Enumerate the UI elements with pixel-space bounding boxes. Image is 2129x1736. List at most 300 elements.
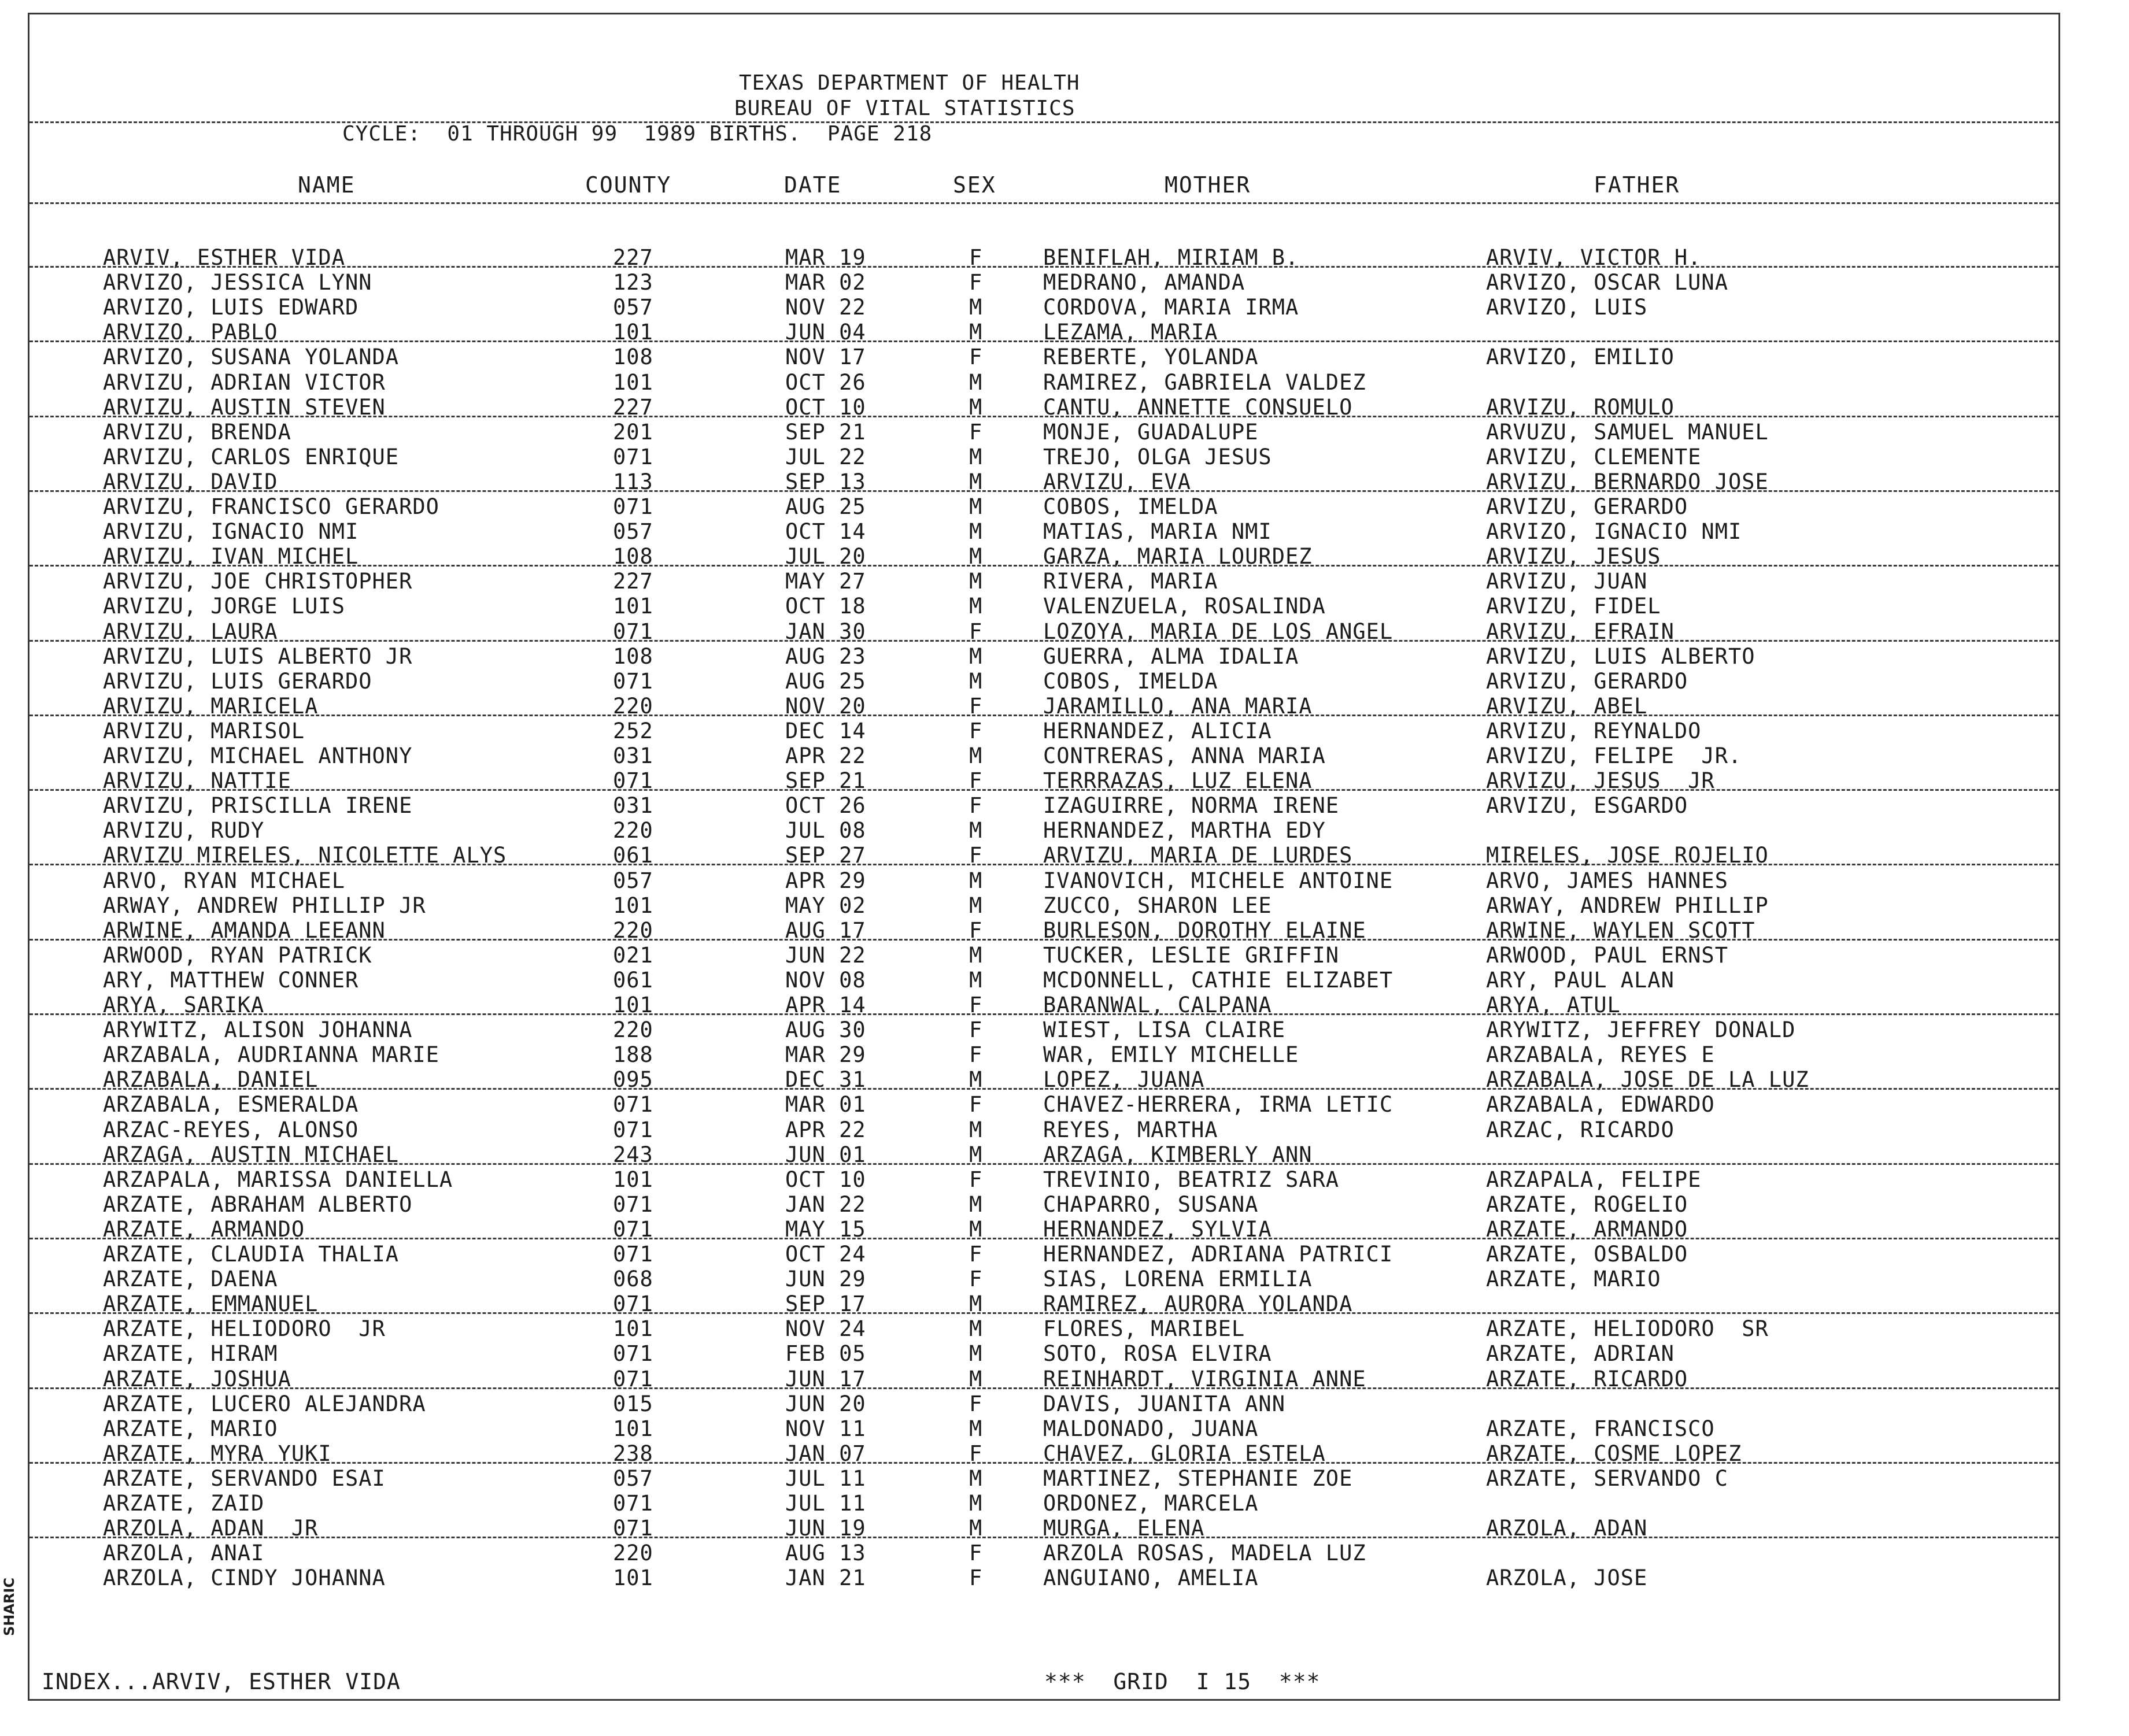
record-father: ARVIZU, JESUS JR	[1486, 768, 1715, 793]
col-date-header: DATE	[784, 172, 842, 198]
record-sex: M	[969, 469, 983, 494]
header-rule	[29, 121, 2058, 123]
record-county: 101	[613, 1316, 653, 1341]
record-name: ARZATE, ARMANDO	[103, 1217, 305, 1242]
record-county: 101	[613, 1565, 653, 1590]
record-mother: DAVIS, JUANITA ANN	[1043, 1391, 1285, 1416]
side-label: SHARIC	[1, 1578, 17, 1636]
record-sex: F	[969, 843, 983, 868]
record-date: AUG 23	[785, 644, 866, 669]
record-date: APR 29	[785, 868, 866, 893]
record-mother: MARTINEZ, STEPHANIE ZOE	[1043, 1466, 1353, 1491]
record-date: SEP 17	[785, 1291, 866, 1316]
record-date: APR 22	[785, 1117, 866, 1142]
index-footer: INDEX...ARVIV, ESTHER VIDA	[42, 1669, 401, 1694]
row-separator	[29, 640, 2058, 642]
record-county: 021	[613, 943, 653, 968]
record-sex: M	[969, 370, 983, 395]
record-sex: F	[969, 993, 983, 1017]
agency-title: TEXAS DEPARTMENT OF HEALTH	[739, 71, 1080, 95]
record-father: ARVIZU, EFRAIN	[1486, 619, 1675, 644]
record-county: 015	[613, 1391, 653, 1416]
record-father: ARZATE, MARIO	[1486, 1267, 1661, 1291]
record-mother: COBOS, IMELDA	[1043, 669, 1218, 694]
record-county: 220	[613, 1541, 653, 1565]
record-date: JUN 04	[785, 320, 866, 345]
record-date: OCT 24	[785, 1242, 866, 1267]
record-sex: F	[969, 793, 983, 818]
record-date: JUL 22	[785, 445, 866, 469]
col-father-header: FATHER	[1594, 172, 1680, 198]
record-father: ARVIZU, CLEMENTE	[1486, 445, 1702, 469]
record-mother: ORDONEZ, MARCELA	[1043, 1491, 1259, 1516]
record-name: ARY, MATTHEW CONNER	[103, 968, 359, 993]
record-county: 252	[613, 719, 653, 743]
record-mother: CHAVEZ, GLORIA ESTELA	[1043, 1441, 1326, 1466]
record-county: 227	[613, 569, 653, 594]
record-date: MAR 19	[785, 245, 866, 270]
record-father: ARVIZU, JESUS	[1486, 544, 1661, 569]
record-date: JUN 22	[785, 943, 866, 968]
record-mother: ZUCCO, SHARON LEE	[1043, 893, 1272, 918]
record-mother: SOTO, ROSA ELVIRA	[1043, 1341, 1272, 1366]
record-name: ARVIZU, PRISCILLA IRENE	[103, 793, 413, 818]
record-father: ARVIZU, GERARDO	[1486, 669, 1688, 694]
column-header-rule	[29, 202, 2058, 204]
record-sex: M	[969, 295, 983, 320]
record-date: JUL 20	[785, 544, 866, 569]
record-mother: HERNANDEZ, ADRIANA PATRICI	[1043, 1242, 1394, 1267]
record-sex: M	[969, 594, 983, 619]
record-mother: REINHARDT, VIRGINIA ANNE	[1043, 1367, 1366, 1391]
record-name: ARWAY, ANDREW PHILLIP JR	[103, 893, 426, 918]
record-mother: TUCKER, LESLIE GRIFFIN	[1043, 943, 1340, 968]
record-father: ARVIZU, LUIS ALBERTO	[1486, 644, 1755, 669]
row-separator	[29, 1462, 2058, 1464]
record-county: 071	[613, 1341, 653, 1366]
record-name: ARVIZU, AUSTIN STEVEN	[103, 395, 386, 420]
record-name: ARVIZO, PABLO	[103, 320, 278, 345]
record-mother: RIVERA, MARIA	[1043, 569, 1218, 594]
record-mother: ARVIZU, EVA	[1043, 469, 1192, 494]
record-sex: M	[969, 569, 983, 594]
record-father: ARZATE, COSME LOPEZ	[1486, 1441, 1742, 1466]
record-date: NOV 24	[785, 1316, 866, 1341]
record-date: NOV 22	[785, 295, 866, 320]
record-sex: F	[969, 345, 983, 369]
record-mother: ARZAGA, KIMBERLY ANN	[1043, 1142, 1313, 1167]
record-mother: MATIAS, MARIA NMI	[1043, 519, 1272, 544]
record-mother: WIEST, LISA CLAIRE	[1043, 1017, 1285, 1042]
record-father: ARVIZU, BERNARDO JOSE	[1486, 469, 1769, 494]
record-name: ARZOLA, ADAN JR	[103, 1516, 319, 1541]
record-sex: M	[969, 1341, 983, 1366]
record-mother: TREVINIO, BEATRIZ SARA	[1043, 1167, 1340, 1192]
record-county: 071	[613, 1491, 653, 1516]
record-mother: TREJO, OLGA JESUS	[1043, 445, 1272, 469]
record-father: ARVIZU, ROMULO	[1486, 395, 1675, 420]
record-date: NOV 08	[785, 968, 866, 993]
record-name: ARVIZU, JOE CHRISTOPHER	[103, 569, 413, 594]
record-county: 071	[613, 1192, 653, 1217]
col-name-header: NAME	[298, 172, 356, 198]
record-father: ARVO, JAMES HANNES	[1486, 868, 1728, 893]
record-father: ARZABALA, EDWARDO	[1486, 1092, 1715, 1117]
record-father: ARZATE, FRANCISCO	[1486, 1416, 1715, 1441]
record-date: OCT 26	[785, 370, 866, 395]
record-county: 071	[613, 768, 653, 793]
record-mother: GARZA, MARIA LOURDEZ	[1043, 544, 1313, 569]
record-sex: M	[969, 395, 983, 420]
record-mother: RAMIREZ, GABRIELA VALDEZ	[1043, 370, 1366, 395]
record-date: AUG 25	[785, 669, 866, 694]
record-sex: F	[969, 1565, 983, 1590]
record-date: JUN 01	[785, 1142, 866, 1167]
row-separator	[29, 416, 2058, 417]
record-sex: M	[969, 320, 983, 345]
record-father: ARYWITZ, JEFFREY DONALD	[1486, 1017, 1796, 1042]
record-county: 108	[613, 345, 653, 369]
record-father: ARWAY, ANDREW PHILLIP	[1486, 893, 1769, 918]
record-county: 071	[613, 1367, 653, 1391]
record-sex: F	[969, 420, 983, 445]
record-father: ARZABALA, JOSE DE LA LUZ	[1486, 1067, 1809, 1092]
record-date: AUG 25	[785, 494, 866, 519]
record-name: ARVIZU, BRENDA	[103, 420, 291, 445]
record-sex: M	[969, 1491, 983, 1516]
record-county: 101	[613, 370, 653, 395]
record-mother: REYES, MARTHA	[1043, 1117, 1218, 1142]
record-name: ARZOLA, ANAI	[103, 1541, 265, 1565]
record-name: ARVIZO, SUSANA YOLANDA	[103, 345, 400, 369]
record-father: ARZATE, HELIODORO SR	[1486, 1316, 1769, 1341]
record-sex: F	[969, 1391, 983, 1416]
record-sex: F	[969, 1267, 983, 1291]
record-name: ARZABALA, DANIEL	[103, 1067, 319, 1092]
record-mother: FLORES, MARIBEL	[1043, 1316, 1245, 1341]
record-father: ARVIV, VICTOR H.	[1486, 245, 1702, 270]
record-date: JAN 30	[785, 619, 866, 644]
row-separator	[29, 1238, 2058, 1239]
record-mother: JARAMILLO, ANA MARIA	[1043, 694, 1313, 719]
record-mother: ANGUIANO, AMELIA	[1043, 1565, 1259, 1590]
record-date: DEC 31	[785, 1067, 866, 1092]
record-father: ARVIZU, FIDEL	[1486, 594, 1661, 619]
record-name: ARWINE, AMANDA LEEANN	[103, 918, 386, 943]
record-mother: CHAPARRO, SUSANA	[1043, 1192, 1259, 1217]
record-date: JUN 17	[785, 1367, 866, 1391]
record-sex: F	[969, 1017, 983, 1042]
record-date: JUL 11	[785, 1466, 866, 1491]
record-mother: CHAVEZ-HERRERA, IRMA LETIC	[1043, 1092, 1394, 1117]
record-name: ARZATE, EMMANUEL	[103, 1291, 319, 1316]
record-county: 101	[613, 1167, 653, 1192]
record-date: SEP 21	[785, 768, 866, 793]
record-sex: F	[969, 619, 983, 644]
record-sex: F	[969, 694, 983, 719]
record-name: ARZATE, HIRAM	[103, 1341, 278, 1366]
record-date: SEP 21	[785, 420, 866, 445]
record-name: ARZATE, DAENA	[103, 1267, 278, 1291]
record-father: ARVIZU, FELIPE JR.	[1486, 743, 1742, 768]
record-name: ARVIZU, LAURA	[103, 619, 278, 644]
record-mother: BARANWAL, CALPANA	[1043, 993, 1272, 1017]
row-separator	[29, 789, 2058, 791]
record-sex: M	[969, 1316, 983, 1341]
row-separator	[29, 939, 2058, 941]
record-name: ARZATE, MARIO	[103, 1416, 278, 1441]
record-mother: CONTRERAS, ANNA MARIA	[1043, 743, 1326, 768]
record-father: ARZOLA, JOSE	[1486, 1565, 1648, 1590]
record-date: AUG 17	[785, 918, 866, 943]
record-county: 101	[613, 1416, 653, 1441]
record-date: JAN 21	[785, 1565, 866, 1590]
record-sex: F	[969, 270, 983, 295]
record-name: ARZATE, MYRA YUKI	[103, 1441, 332, 1466]
record-sex: M	[969, 1416, 983, 1441]
record-name: ARVIZU, NATTIE	[103, 768, 291, 793]
record-name: ARZATE, SERVANDO ESAI	[103, 1466, 386, 1491]
record-mother: IVANOVICH, MICHELE ANTOINE	[1043, 868, 1394, 893]
record-county: 071	[613, 494, 653, 519]
record-mother: HERNANDEZ, MARTHA EDY	[1043, 818, 1326, 843]
record-county: 243	[613, 1142, 653, 1167]
record-name: ARVIZU, MICHAEL ANTHONY	[103, 743, 413, 768]
record-father: ARY, PAUL ALAN	[1486, 968, 1675, 993]
record-name: ARYA, SARIKA	[103, 993, 265, 1017]
record-name: ARVO, RYAN MICHAEL	[103, 868, 345, 893]
record-father: ARVIZU, GERARDO	[1486, 494, 1688, 519]
record-father: ARZABALA, REYES E	[1486, 1042, 1715, 1067]
record-name: ARYWITZ, ALISON JOHANNA	[103, 1017, 413, 1042]
record-mother: ARVIZU, MARIA DE LURDES	[1043, 843, 1353, 868]
record-name: ARVIZU, LUIS GERARDO	[103, 669, 372, 694]
record-name: ARZABALA, AUDRIANNA MARIE	[103, 1042, 439, 1067]
record-father: ARZATE, ADRIAN	[1486, 1341, 1675, 1366]
record-mother: CANTU, ANNETTE CONSUELO	[1043, 395, 1353, 420]
record-father: ARVUZU, SAMUEL MANUEL	[1486, 420, 1769, 445]
record-county: 227	[613, 395, 653, 420]
record-date: JAN 07	[785, 1441, 866, 1466]
record-date: DEC 14	[785, 719, 866, 743]
record-date: JUN 20	[785, 1391, 866, 1416]
row-separator	[29, 864, 2058, 865]
record-name: ARVIV, ESTHER VIDA	[103, 245, 345, 270]
record-sex: M	[969, 868, 983, 893]
record-county: 227	[613, 245, 653, 270]
record-father: ARZATE, ROGELIO	[1486, 1192, 1688, 1217]
record-date: JUL 11	[785, 1491, 866, 1516]
record-date: MAR 01	[785, 1092, 866, 1117]
record-name: ARZAGA, AUSTIN MICHAEL	[103, 1142, 400, 1167]
record-name: ARVIZU, RUDY	[103, 818, 265, 843]
record-name: ARZOLA, CINDY JOHANNA	[103, 1565, 386, 1590]
record-county: 068	[613, 1267, 653, 1291]
record-date: APR 22	[785, 743, 866, 768]
bureau-title: BUREAU OF VITAL STATISTICS	[734, 97, 1075, 120]
record-name: ARZATE, LUCERO ALEJANDRA	[103, 1391, 426, 1416]
record-father: ARVIZU, ABEL	[1486, 694, 1648, 719]
record-date: MAY 15	[785, 1217, 866, 1242]
record-father: ARVIZU, REYNALDO	[1486, 719, 1702, 743]
record-father: ARZAC, RICARDO	[1486, 1117, 1675, 1142]
record-county: 057	[613, 1466, 653, 1491]
record-county: 220	[613, 818, 653, 843]
record-county: 220	[613, 694, 653, 719]
record-date: SEP 27	[785, 843, 866, 868]
grid-footer: *** GRID I 15 ***	[1044, 1669, 1321, 1694]
col-mother-header: MOTHER	[1165, 172, 1251, 198]
record-father: ARVIZO, EMILIO	[1486, 345, 1675, 369]
record-county: 220	[613, 918, 653, 943]
record-mother: COBOS, IMELDA	[1043, 494, 1218, 519]
record-date: OCT 10	[785, 1167, 866, 1192]
record-name: ARZABALA, ESMERALDA	[103, 1092, 359, 1117]
record-county: 061	[613, 843, 653, 868]
record-name: ARVIZU, JORGE LUIS	[103, 594, 345, 619]
record-county: 101	[613, 594, 653, 619]
col-sex-header: SEX	[953, 172, 996, 198]
record-sex: M	[969, 1466, 983, 1491]
row-separator	[29, 266, 2058, 268]
record-county: 071	[613, 445, 653, 469]
record-mother: ARZOLA ROSAS, MADELA LUZ	[1043, 1541, 1366, 1565]
record-date: MAR 02	[785, 270, 866, 295]
record-name: ARVIZU, LUIS ALBERTO JR	[103, 644, 413, 669]
record-sex: M	[969, 1192, 983, 1217]
record-sex: F	[969, 1092, 983, 1117]
record-date: OCT 26	[785, 793, 866, 818]
record-father: ARWINE, WAYLEN SCOTT	[1486, 918, 1755, 943]
row-separator	[29, 1013, 2058, 1015]
record-mother: VALENZUELA, ROSALINDA	[1043, 594, 1326, 619]
record-name: ARZATE, JOSHUA	[103, 1367, 291, 1391]
record-date: NOV 17	[785, 345, 866, 369]
record-sex: M	[969, 644, 983, 669]
record-sex: M	[969, 494, 983, 519]
row-separator	[29, 715, 2058, 716]
record-county: 095	[613, 1067, 653, 1092]
record-county: 188	[613, 1042, 653, 1067]
record-county: 071	[613, 619, 653, 644]
record-father: ARZATE, OSBALDO	[1486, 1242, 1688, 1267]
row-separator	[29, 1537, 2058, 1538]
record-name: ARVIZO, JESSICA LYNN	[103, 270, 372, 295]
record-date: JUN 19	[785, 1516, 866, 1541]
record-father: ARZATE, RICARDO	[1486, 1367, 1688, 1391]
record-mother: LOZOYA, MARIA DE LOS ANGEL	[1043, 619, 1394, 644]
record-mother: WAR, EMILY MICHELLE	[1043, 1042, 1299, 1067]
record-sex: M	[969, 943, 983, 968]
row-separator	[29, 1163, 2058, 1165]
record-mother: HERNANDEZ, SYLVIA	[1043, 1217, 1272, 1242]
record-county: 071	[613, 1516, 653, 1541]
record-name: ARZATE, CLAUDIA THALIA	[103, 1242, 400, 1267]
record-mother: SIAS, LORENA ERMILIA	[1043, 1267, 1313, 1291]
record-county: 057	[613, 519, 653, 544]
row-separator	[29, 1387, 2058, 1389]
row-separator	[29, 565, 2058, 567]
record-date: AUG 13	[785, 1541, 866, 1565]
record-father: ARVIZO, LUIS	[1486, 295, 1648, 320]
record-date: MAY 27	[785, 569, 866, 594]
record-sex: M	[969, 519, 983, 544]
record-name: ARVIZU, MARISOL	[103, 719, 305, 743]
record-name: ARZATE, HELIODORO JR	[103, 1316, 386, 1341]
record-date: MAR 29	[785, 1042, 866, 1067]
record-name: ARVIZU, IVAN MICHEL	[103, 544, 359, 569]
record-mother: BENIFLAH, MIRIAM B.	[1043, 245, 1299, 270]
record-county: 071	[613, 1242, 653, 1267]
record-county: 071	[613, 669, 653, 694]
record-father: ARVIZO, IGNACIO NMI	[1486, 519, 1742, 544]
record-mother: HERNANDEZ, ALICIA	[1043, 719, 1272, 743]
record-sex: M	[969, 1367, 983, 1391]
record-county: 101	[613, 893, 653, 918]
record-county: 108	[613, 644, 653, 669]
record-county: 108	[613, 544, 653, 569]
record-county: 123	[613, 270, 653, 295]
record-sex: M	[969, 544, 983, 569]
record-sex: M	[969, 1291, 983, 1316]
record-sex: M	[969, 1117, 983, 1142]
record-sex: F	[969, 1541, 983, 1565]
record-father: ARVIZO, OSCAR LUNA	[1486, 270, 1728, 295]
record-name: ARVIZU, FRANCISCO GERARDO	[103, 494, 439, 519]
record-date: FEB 05	[785, 1341, 866, 1366]
record-date: MAY 02	[785, 893, 866, 918]
record-county: 057	[613, 295, 653, 320]
record-date: OCT 10	[785, 395, 866, 420]
record-name: ARVIZO, LUIS EDWARD	[103, 295, 359, 320]
record-county: 031	[613, 793, 653, 818]
record-father: ARWOOD, PAUL ERNST	[1486, 943, 1728, 968]
record-date: JAN 22	[785, 1192, 866, 1217]
record-date: OCT 18	[785, 594, 866, 619]
record-mother: TERRRAZAS, LUZ ELENA	[1043, 768, 1313, 793]
record-date: JUL 08	[785, 818, 866, 843]
record-sex: F	[969, 1167, 983, 1192]
record-county: 071	[613, 1217, 653, 1242]
record-sex: M	[969, 1516, 983, 1541]
record-mother: IZAGUIRRE, NORMA IRENE	[1043, 793, 1340, 818]
record-date: APR 14	[785, 993, 866, 1017]
record-county: 201	[613, 420, 653, 445]
record-date: OCT 14	[785, 519, 866, 544]
record-name: ARVIZU, DAVID	[103, 469, 278, 494]
record-sex: M	[969, 1142, 983, 1167]
record-sex: F	[969, 245, 983, 270]
record-mother: MURGA, ELENA	[1043, 1516, 1205, 1541]
record-mother: CORDOVA, MARIA IRMA	[1043, 295, 1299, 320]
record-mother: BURLESON, DOROTHY ELAINE	[1043, 918, 1366, 943]
record-name: ARVIZU, ADRIAN VICTOR	[103, 370, 386, 395]
record-name: ARZAC-REYES, ALONSO	[103, 1117, 359, 1142]
record-father: ARVIZU, ESGARDO	[1486, 793, 1688, 818]
record-county: 101	[613, 993, 653, 1017]
record-mother: LOPEZ, JUANA	[1043, 1067, 1205, 1092]
record-date: SEP 13	[785, 469, 866, 494]
record-date: AUG 30	[785, 1017, 866, 1042]
record-father: ARZAPALA, FELIPE	[1486, 1167, 1702, 1192]
record-county: 061	[613, 968, 653, 993]
record-mother: RAMIREZ, AURORA YOLANDA	[1043, 1291, 1353, 1316]
record-father: ARZOLA, ADAN	[1486, 1516, 1648, 1541]
row-separator	[29, 1312, 2058, 1314]
record-sex: F	[969, 768, 983, 793]
row-separator	[29, 340, 2058, 342]
record-sex: F	[969, 1242, 983, 1267]
